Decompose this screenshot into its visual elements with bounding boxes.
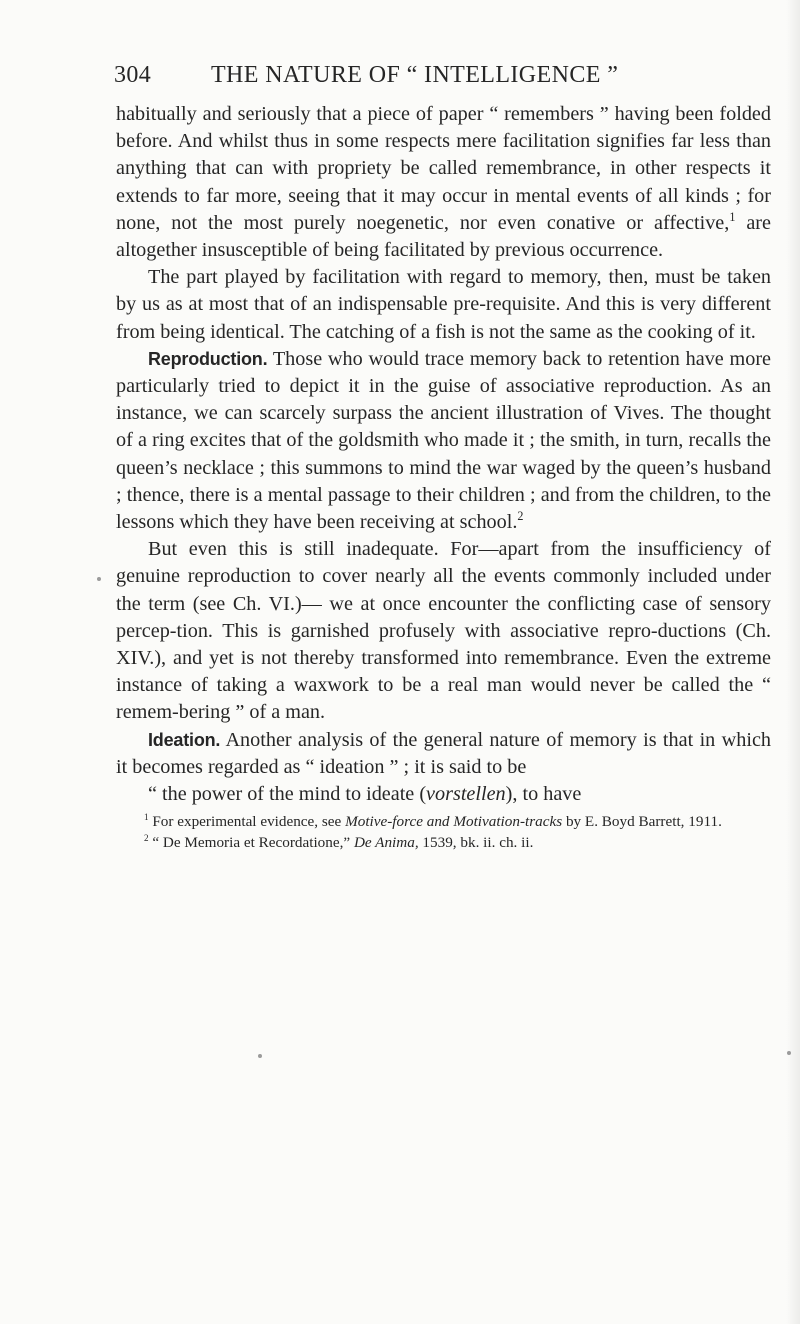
- footnote-work-title: Motive-force and Motivation-tracks: [345, 813, 563, 831]
- paragraph-text: The part played by facilitation with regard to memory, then, must be taken by us as at most that of an indispensable pre-requisite. And this is very different from being identical. The catching of a fish is not the same as the cooking of it.: [116, 266, 771, 343]
- quotation-text: “ the power of the mind to ideate (: [148, 783, 427, 806]
- footnote-marker: 2: [144, 832, 149, 843]
- footnote-2: [116, 833, 771, 854]
- book-page: [116, 62, 771, 853]
- footnote-text: 1539, bk. ii. ch. ii.: [418, 833, 534, 851]
- paragraph-inadequate: [116, 536, 771, 726]
- body-text: [116, 101, 771, 808]
- footnote-marker: 1: [144, 812, 149, 823]
- footnotes: [116, 812, 771, 853]
- paragraph-quotation: [116, 781, 771, 808]
- paragraph-text: are altogether insusceptible of being facilitated by previous occurrence.: [116, 211, 771, 262]
- footnote-work-title: De Anima,: [353, 833, 419, 851]
- page-number: 304: [114, 62, 152, 88]
- paragraph-text: habitually and seriously that a piece of paper “ remembers ” having been folded before. And whilst thus in some respects mere facilitation signifies far less than anything that can with propriety be called remembrance, in other respects it extends to far more, seeing that it may occur in mental events of all kinds ; for none, not the most purely noegenetic, nor even conative or affective,: [116, 103, 771, 234]
- running-head: [116, 62, 771, 98]
- footnote-1: [116, 812, 771, 833]
- paragraph-reproduction: [116, 346, 771, 536]
- paragraph-facilitation: [116, 264, 771, 346]
- footnote-text: “ De Memoria et Recordatione,”: [148, 833, 354, 851]
- quotation-text: ), to have: [505, 783, 582, 806]
- paragraph-text: Another analysis of the general nature of memory is that in which it becomes regarded as “ ideation ” ; it is said to be: [116, 728, 771, 778]
- section-heading-ideation: Ideation.: [148, 729, 221, 750]
- quotation-german-term: vorstellen: [426, 783, 506, 806]
- section-heading-reproduction: Reproduction.: [148, 348, 268, 369]
- footnote-text: by E. Boyd Barrett, 1911.: [562, 813, 722, 831]
- paragraph-continuation: [116, 101, 771, 264]
- print-speck: [258, 1054, 262, 1058]
- print-speck: [787, 1051, 791, 1055]
- paragraph-text: Those who would trace memory back to retention have more particularly tried to depict it in the guise of associative reproduction. As an instance, we can scarcely surpass the ancient illustration of Vives. The thought of a ring excites that of the goldsmith who made it ; the smith, in turn, recalls the queen’s necklace ; this summons to mind the war waged by the queen’s husband ; thence, there is a mental passage to their children ; and from the children, to the lessons which they have been receiving at school.: [116, 347, 771, 534]
- footnote-reference: 2: [517, 509, 524, 524]
- footnote-text: For experimental evidence, see: [148, 813, 346, 831]
- page-edge-shadow: [786, 0, 800, 1324]
- paragraph-ideation: [116, 727, 771, 781]
- print-speck: [97, 577, 101, 581]
- running-title: THE NATURE OF “ INTELLIGENCE ”: [211, 62, 619, 88]
- footnote-reference: 1: [729, 209, 736, 224]
- paragraph-text: But even this is still inadequate. For—apart from the insufficiency of genuine reproduction to cover nearly all the events commonly included under the term (see Ch. VI.)— we at once encounter the conflicting case of sensory percep-tion. This is garnished profusely with associative repro-ductions (Ch. XIV.), and yet is not thereby transformed into remembrance. Even the extreme instance of taking a waxwork to be a real man would never be called the “ remem-bering ” of a man.: [116, 538, 771, 724]
